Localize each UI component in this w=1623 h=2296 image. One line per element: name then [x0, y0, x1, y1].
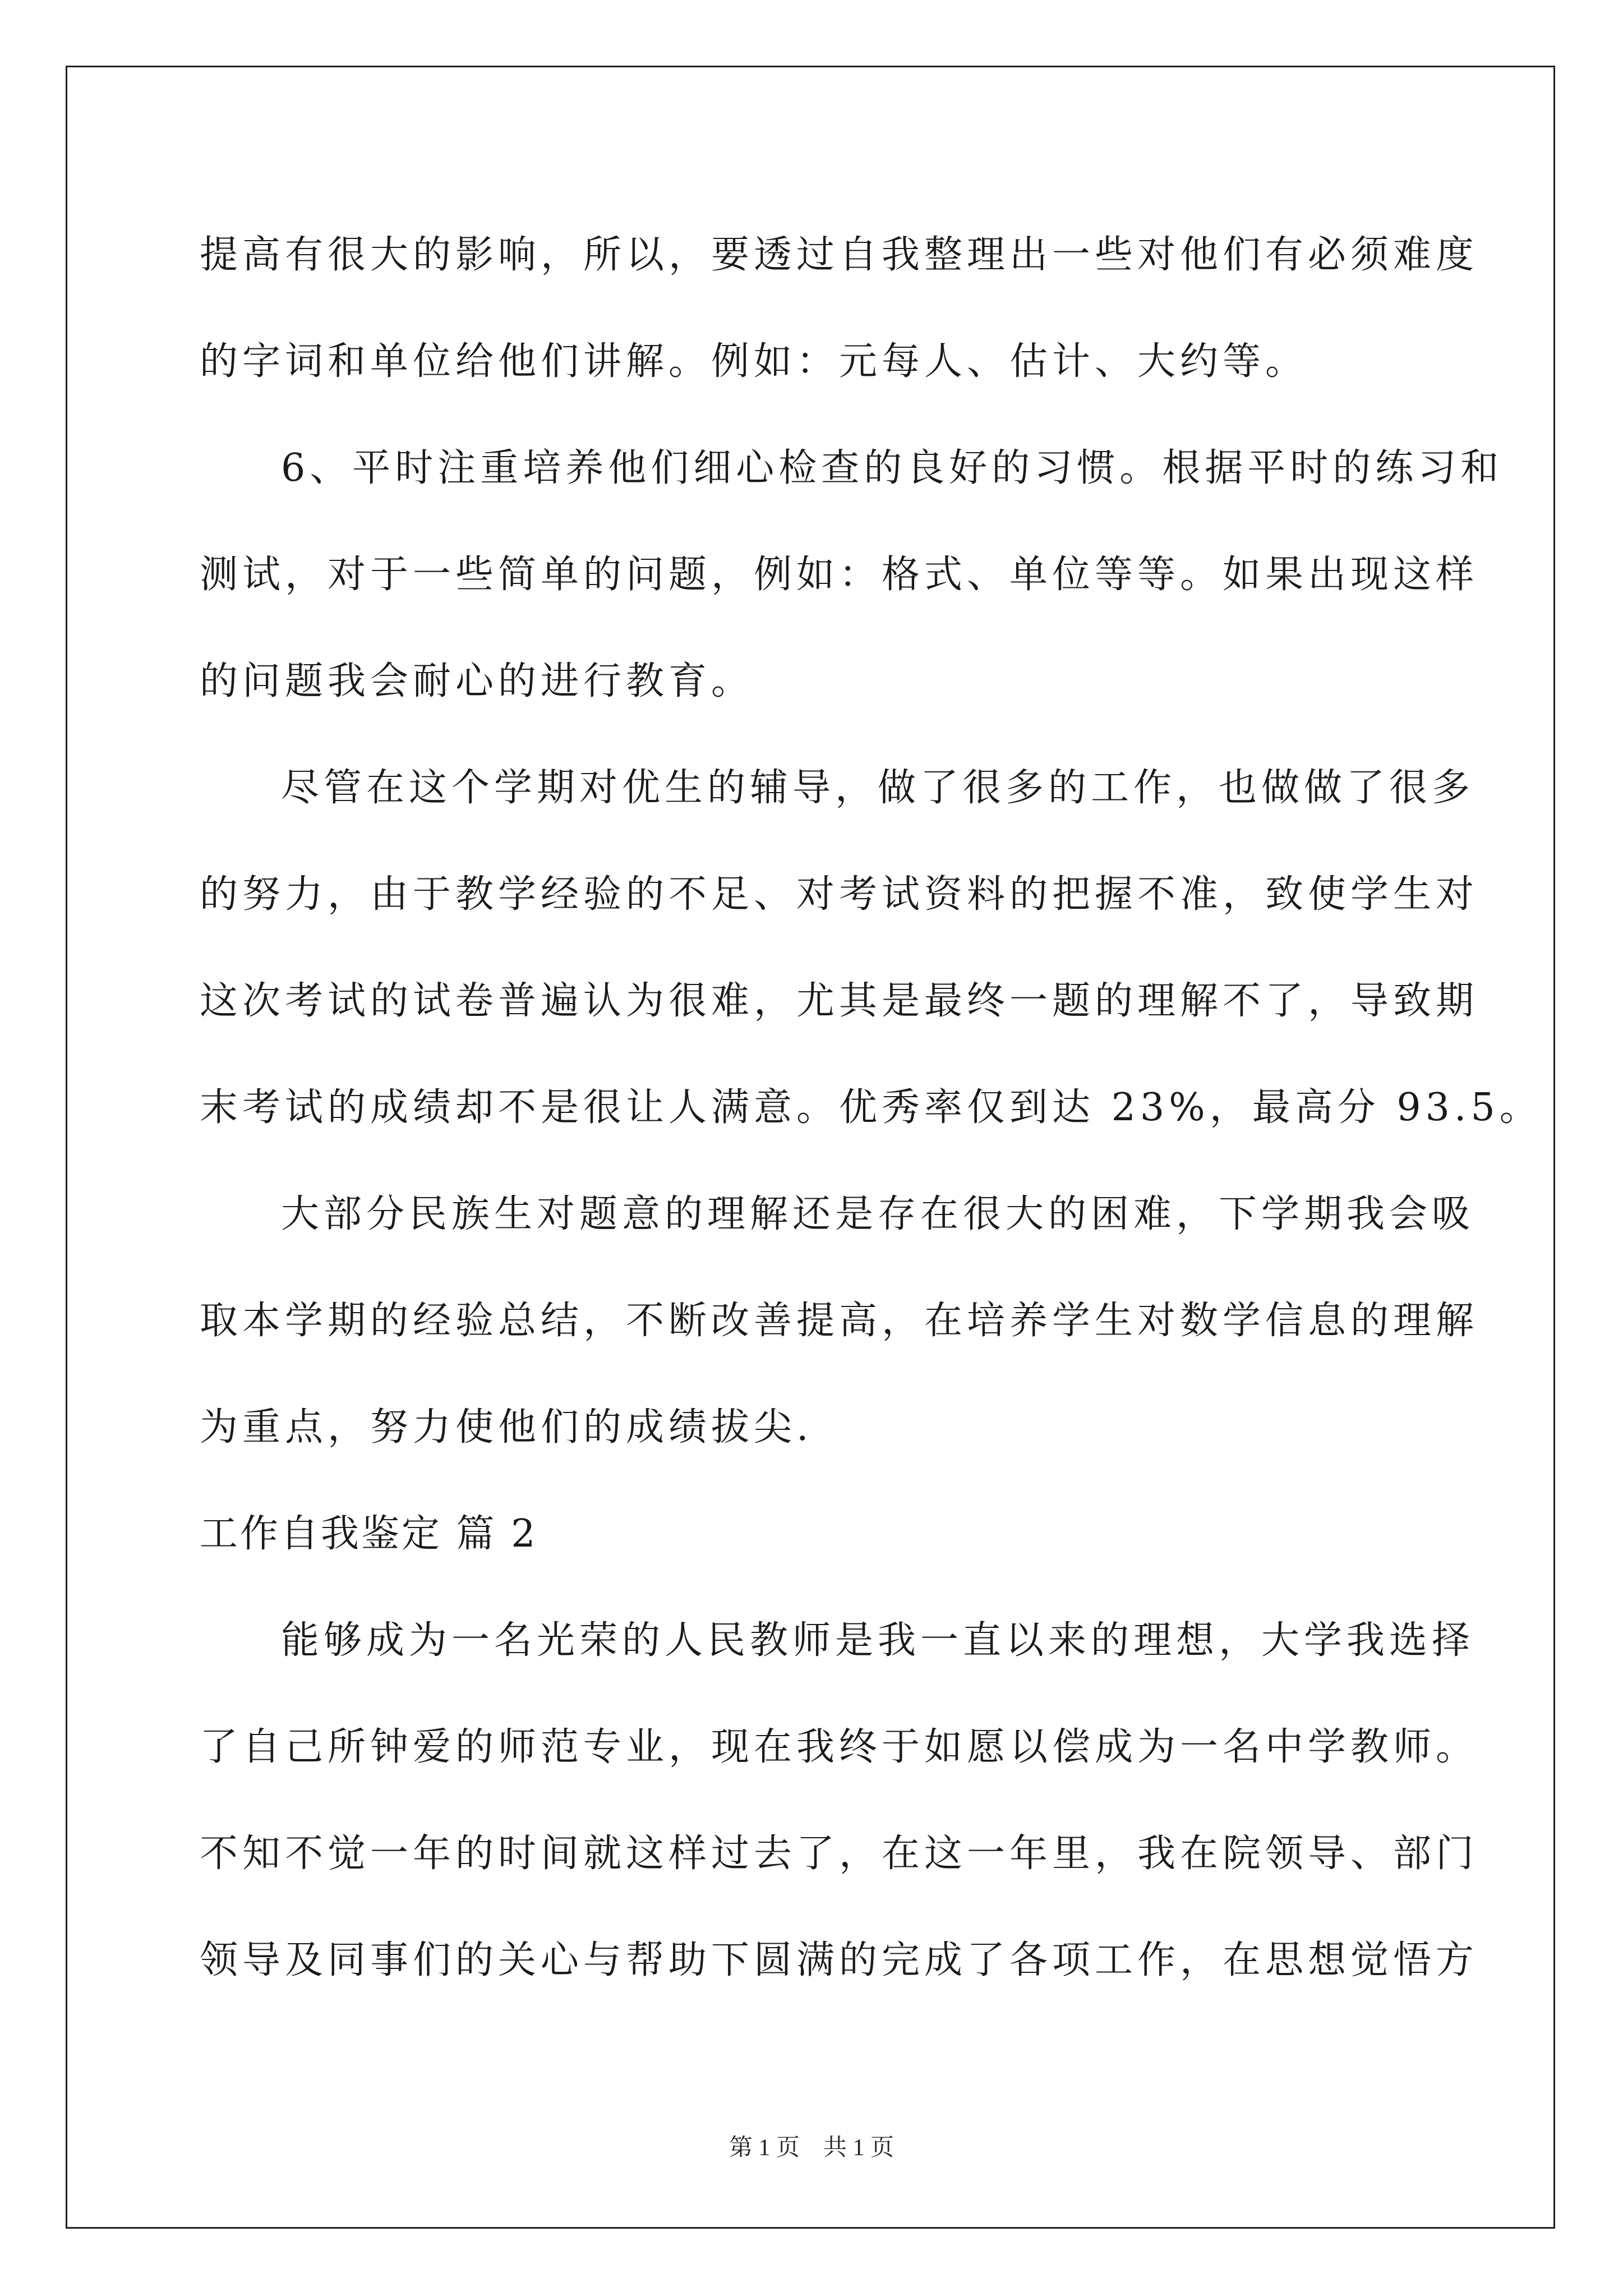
- text-line: 6、平时注重培养他们细心检查的良好的习惯。根据平时的练习和: [281, 446, 1504, 490]
- text-line: 这次考试的试卷普遍认为很难，尤其是最终一题的理解不了，导致期: [200, 979, 1479, 1023]
- document-body: [200, 202, 1542, 2014]
- text-line: 大部分民族生对题意的理解还是存在很大的困难，下学期我会吸: [281, 1192, 1475, 1236]
- text-line: 的努力，由于教学经验的不足、对考试资料的把握不准，致使学生对: [200, 872, 1479, 917]
- text-line: 测试，对于一些简单的问题，例如：格式、单位等等。如果出现这样: [200, 553, 1479, 597]
- section-heading: 工作自我鉴定 篇 2: [200, 1512, 538, 1556]
- text-line: 的问题我会耐心的进行教育。: [200, 659, 754, 703]
- page-footer: 第 1 页 共 1 页: [728, 2135, 894, 2161]
- text-line: 尽管在这个学期对优生的辅导，做了很多的工作，也做做了很多: [281, 766, 1475, 810]
- text-line: 了自己所钟爱的师范专业，现在我终于如愿以偿成为一名中学教师。: [200, 1725, 1479, 1769]
- text-line: 能够成为一名光荣的人民教师是我一直以来的理想，大学我选择: [281, 1618, 1475, 1663]
- text-line: 的字词和单位给他们讲解。例如：元每人、估计、大约等。: [200, 339, 1308, 384]
- text-line: 为重点，努力使他们的成绩拔尖.: [200, 1405, 813, 1450]
- text-line: 领导及同事们的关心与帮助下圆满的完成了各项工作，在思想觉悟方: [200, 1938, 1479, 1982]
- text-line: 不知不觉一年的时间就这样过去了，在这一年里，我在院领导、部门: [200, 1832, 1479, 1876]
- text-line: 取本学期的经验总结，不断改善提高，在培养学生对数学信息的理解: [200, 1299, 1479, 1343]
- text-line: 末考试的成绩却不是很让人满意。优秀率仅到达 23%，最高分 93.5。: [200, 1085, 1542, 1130]
- text-line: 提高有很大的影响，所以，要透过自我整理出一些对他们有必须难度: [200, 233, 1479, 277]
